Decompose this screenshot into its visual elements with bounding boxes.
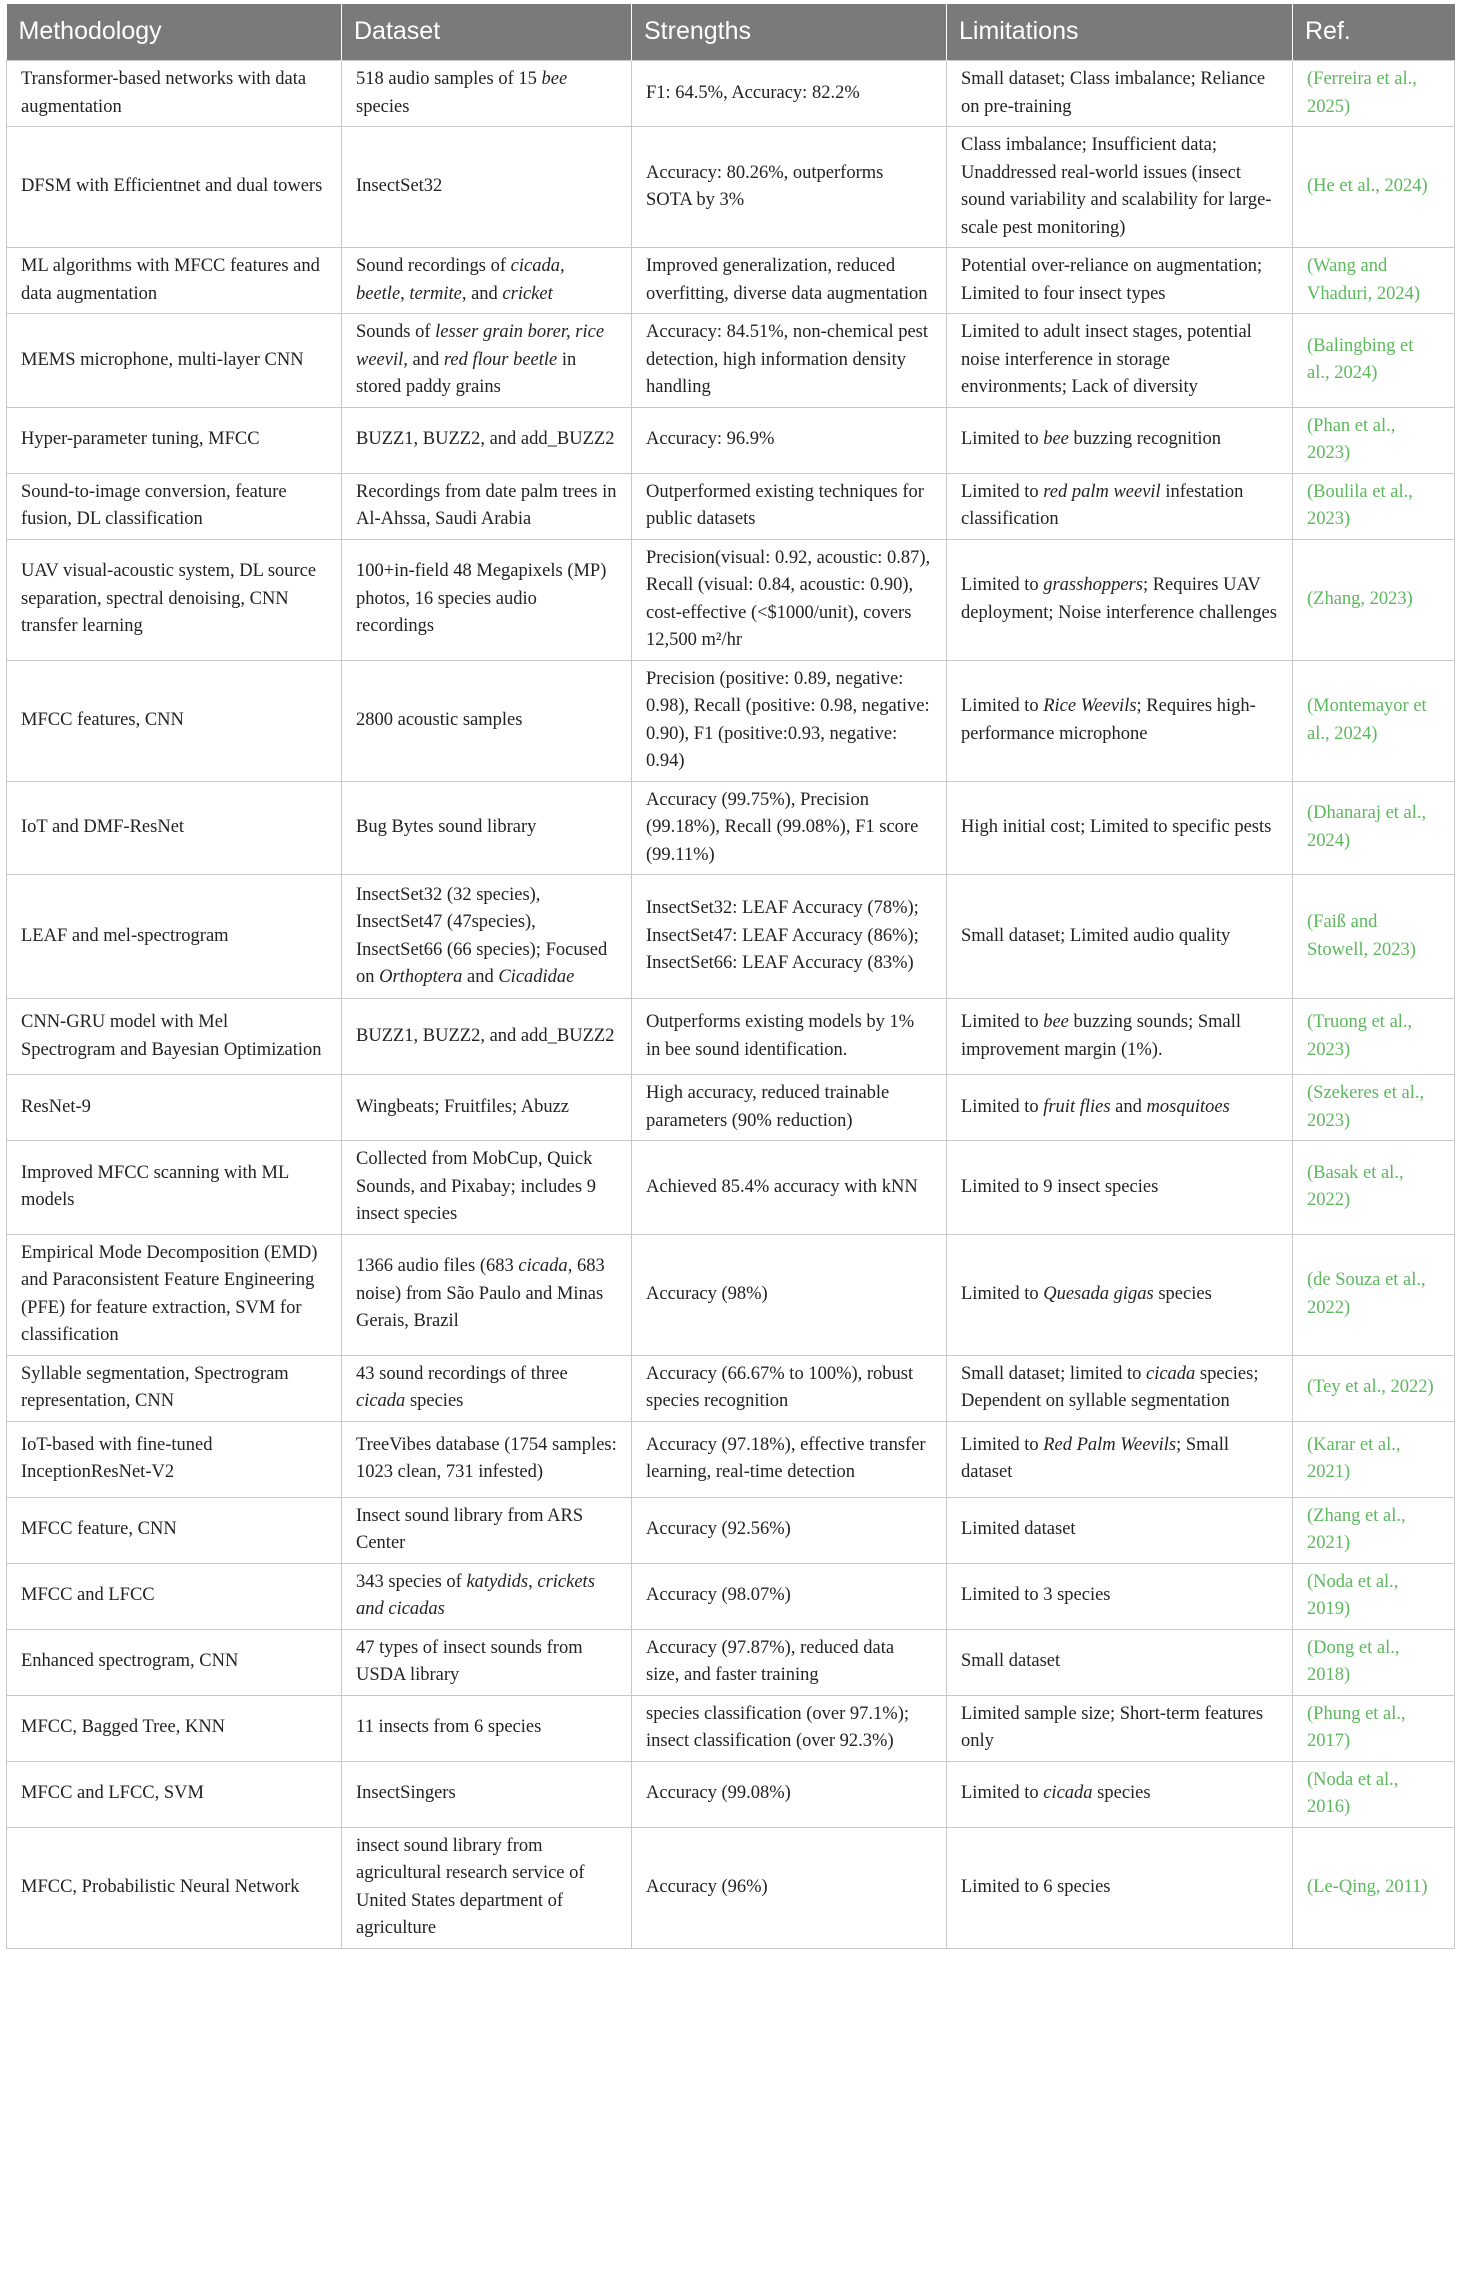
table-row [7, 539, 1455, 660]
dataset-cell: 343 species of katydids, crickets and cicadas [342, 1563, 632, 1629]
strengths-cell: Precision (positive: 0.89, negative: 0.98), Recall (positive: 0.98, negative: 0.90), F1 (positive:0.93, negative: 0.94) [632, 660, 947, 781]
dataset-cell: 47 types of insect sounds from USDA library [342, 1629, 632, 1695]
limitations-cell: Limited sample size; Short-term features only [947, 1695, 1293, 1761]
methodology-cell: ML algorithms with MFCC features and data augmentation [7, 248, 342, 314]
ref-link[interactable]: (Le-Qing, 2011) [1293, 1827, 1455, 1948]
ref-link[interactable]: (Zhang et al., 2021) [1293, 1497, 1455, 1563]
limitations-cell: Limited to bee buzzing recognition [947, 407, 1293, 473]
strengths-cell: Accuracy (98%) [632, 1234, 947, 1355]
ref-link[interactable]: (Wang and Vhaduri, 2024) [1293, 248, 1455, 314]
methodology-cell: MFCC feature, CNN [7, 1497, 342, 1563]
dataset-cell: Recordings from date palm trees in Al-Ahssa, Saudi Arabia [342, 473, 632, 539]
strengths-cell: InsectSet32: LEAF Accuracy (78%); InsectSet47: LEAF Accuracy (86%); InsectSet66: LEAF Accuracy (83%) [632, 875, 947, 999]
limitations-cell: Limited to adult insect stages, potential noise interference in storage environments; Lack of diversity [947, 314, 1293, 408]
ref-link[interactable]: (Boulila et al., 2023) [1293, 473, 1455, 539]
methodology-cell: Enhanced spectrogram, CNN [7, 1629, 342, 1695]
strengths-cell: Accuracy (66.67% to 100%), robust species recognition [632, 1355, 947, 1421]
strengths-cell: Outperforms existing models by 1% in bee sound identification. [632, 999, 947, 1075]
dataset-cell: Sounds of lesser grain borer, rice weevil, and red flour beetle in stored paddy grains [342, 314, 632, 408]
dataset-cell: BUZZ1, BUZZ2, and add_BUZZ2 [342, 999, 632, 1075]
ref-link[interactable]: (Faiß and Stowell, 2023) [1293, 875, 1455, 999]
table-row [7, 407, 1455, 473]
methodology-cell: DFSM with Efficientnet and dual towers [7, 127, 342, 248]
strengths-cell: Accuracy (98.07%) [632, 1563, 947, 1629]
methodology-cell: Empirical Mode Decomposition (EMD) and Paraconsistent Feature Engineering (PFE) for feature extraction, SVM for classification [7, 1234, 342, 1355]
dataset-cell: TreeVibes database (1754 samples: 1023 clean, 731 infested) [342, 1421, 632, 1497]
limitations-cell: Limited dataset [947, 1497, 1293, 1563]
limitations-cell: Small dataset [947, 1629, 1293, 1695]
dataset-cell: Sound recordings of cicada, beetle, termite, and cricket [342, 248, 632, 314]
table-row [7, 1629, 1455, 1695]
table-row [7, 1761, 1455, 1827]
dataset-cell: BUZZ1, BUZZ2, and add_BUZZ2 [342, 407, 632, 473]
limitations-cell: Small dataset; limited to cicada species; Dependent on syllable segmentation [947, 1355, 1293, 1421]
dataset-cell: Collected from MobCup, Quick Sounds, and Pixabay; includes 9 insect species [342, 1141, 632, 1235]
methodology-cell: MFCC, Probabilistic Neural Network [7, 1827, 342, 1948]
methodology-cell: IoT-based with fine-tuned InceptionResNet-V2 [7, 1421, 342, 1497]
strengths-cell: Accuracy (99.75%), Precision (99.18%), Recall (99.08%), F1 score (99.11%) [632, 781, 947, 875]
ref-link[interactable]: (Dhanaraj et al., 2024) [1293, 781, 1455, 875]
strengths-cell: Accuracy: 80.26%, outperforms SOTA by 3% [632, 127, 947, 248]
strengths-cell: Accuracy (92.56%) [632, 1497, 947, 1563]
table-row [7, 1075, 1455, 1141]
dataset-cell: InsectSingers [342, 1761, 632, 1827]
table-row [7, 999, 1455, 1075]
methodology-cell: LEAF and mel-spectrogram [7, 875, 342, 999]
ref-link[interactable]: (Zhang, 2023) [1293, 539, 1455, 660]
limitations-cell: Limited to 3 species [947, 1563, 1293, 1629]
limitations-cell: Small dataset; Class imbalance; Reliance on pre-training [947, 61, 1293, 127]
limitations-cell: Limited to Quesada gigas species [947, 1234, 1293, 1355]
strengths-cell: Outperformed existing techniques for public datasets [632, 473, 947, 539]
methodology-cell: Transformer-based networks with data augmentation [7, 61, 342, 127]
dataset-cell: InsectSet32 (32 species), InsectSet47 (47species), InsectSet66 (66 species); Focused on Orthoptera and Cicadidae [342, 875, 632, 999]
table-row [7, 1355, 1455, 1421]
methodology-cell: MFCC and LFCC [7, 1563, 342, 1629]
header-methodology: Methodology [7, 4, 342, 61]
dataset-cell: Bug Bytes sound library [342, 781, 632, 875]
limitations-cell: Potential over-reliance on augmentation; Limited to four insect types [947, 248, 1293, 314]
methodology-cell: UAV visual-acoustic system, DL source separation, spectral denoising, CNN transfer learning [7, 539, 342, 660]
methodology-cell: MEMS microphone, multi-layer CNN [7, 314, 342, 408]
ref-link[interactable]: (Basak et al., 2022) [1293, 1141, 1455, 1235]
strengths-cell: species classification (over 97.1%); insect classification (over 92.3%) [632, 1695, 947, 1761]
ref-link[interactable]: (Ferreira et al., 2025) [1293, 61, 1455, 127]
limitations-cell: High initial cost; Limited to specific pests [947, 781, 1293, 875]
table-row [7, 1497, 1455, 1563]
strengths-cell: Improved generalization, reduced overfitting, diverse data augmentation [632, 248, 947, 314]
methods-table [6, 4, 1455, 1949]
table-row [7, 248, 1455, 314]
dataset-cell: 11 insects from 6 species [342, 1695, 632, 1761]
dataset-cell: 1366 audio files (683 cicada, 683 noise) from São Paulo and Minas Gerais, Brazil [342, 1234, 632, 1355]
strengths-cell: Accuracy: 96.9% [632, 407, 947, 473]
table-row [7, 61, 1455, 127]
ref-link[interactable]: (Phung et al., 2017) [1293, 1695, 1455, 1761]
ref-link[interactable]: (Truong et al., 2023) [1293, 999, 1455, 1075]
strengths-cell: Accuracy (97.18%), effective transfer learning, real-time detection [632, 1421, 947, 1497]
ref-link[interactable]: (Phan et al., 2023) [1293, 407, 1455, 473]
strengths-cell: Accuracy: 84.51%, non-chemical pest detection, high information density handling [632, 314, 947, 408]
table-row [7, 1827, 1455, 1948]
ref-link[interactable]: (Balingbing et al., 2024) [1293, 314, 1455, 408]
methodology-cell: CNN-GRU model with Mel Spectrogram and Bayesian Optimization [7, 999, 342, 1075]
methodology-cell: Improved MFCC scanning with ML models [7, 1141, 342, 1235]
ref-link[interactable]: (Dong et al., 2018) [1293, 1629, 1455, 1695]
ref-link[interactable]: (Noda et al., 2019) [1293, 1563, 1455, 1629]
methodology-cell: ResNet-9 [7, 1075, 342, 1141]
header-limitations: Limitations [947, 4, 1293, 61]
strengths-cell: Accuracy (99.08%) [632, 1761, 947, 1827]
limitations-cell: Limited to 9 insect species [947, 1141, 1293, 1235]
methodology-cell: MFCC features, CNN [7, 660, 342, 781]
methodology-cell: Syllable segmentation, Spectrogram representation, CNN [7, 1355, 342, 1421]
limitations-cell: Limited to Rice Weevils; Requires high-performance microphone [947, 660, 1293, 781]
ref-link[interactable]: (Tey et al., 2022) [1293, 1355, 1455, 1421]
ref-link[interactable]: (Szekeres et al., 2023) [1293, 1075, 1455, 1141]
table-row [7, 781, 1455, 875]
dataset-cell: Insect sound library from ARS Center [342, 1497, 632, 1563]
dataset-cell: 518 audio samples of 15 bee species [342, 61, 632, 127]
table-row [7, 1234, 1455, 1355]
ref-link[interactable]: (He et al., 2024) [1293, 127, 1455, 248]
ref-link[interactable]: (Karar et al., 2021) [1293, 1421, 1455, 1497]
dataset-cell: 43 sound recordings of three cicada species [342, 1355, 632, 1421]
methodology-cell: Hyper-parameter tuning, MFCC [7, 407, 342, 473]
limitations-cell: Limited to red palm weevil infestation classification [947, 473, 1293, 539]
dataset-cell: 2800 acoustic samples [342, 660, 632, 781]
limitations-cell: Limited to grasshoppers; Requires UAV deployment; Noise interference challenges [947, 539, 1293, 660]
dataset-cell: InsectSet32 [342, 127, 632, 248]
header-row [7, 4, 1455, 61]
strengths-cell: Achieved 85.4% accuracy with kNN [632, 1141, 947, 1235]
ref-link[interactable]: (Noda et al., 2016) [1293, 1761, 1455, 1827]
limitations-cell: Class imbalance; Insufficient data; Unaddressed real-world issues (insect sound variability and scalability for large-scale pest monitoring) [947, 127, 1293, 248]
dataset-cell: Wingbeats; Fruitfiles; Abuzz [342, 1075, 632, 1141]
table-row [7, 1421, 1455, 1497]
header-strengths: Strengths [632, 4, 947, 61]
strengths-cell: High accuracy, reduced trainable parameters (90% reduction) [632, 1075, 947, 1141]
table-row [7, 473, 1455, 539]
table-row [7, 314, 1455, 408]
header-ref: Ref. [1293, 4, 1455, 61]
methodology-cell: MFCC, Bagged Tree, KNN [7, 1695, 342, 1761]
methodology-cell: Sound-to-image conversion, feature fusion, DL classification [7, 473, 342, 539]
strengths-cell: Accuracy (96%) [632, 1827, 947, 1948]
strengths-cell: Precision(visual: 0.92, acoustic: 0.87), Recall (visual: 0.84, acoustic: 0.90), cost-effective (<$1000/unit), covers 12,500 m²/hr [632, 539, 947, 660]
table-row [7, 1695, 1455, 1761]
table-row [7, 660, 1455, 781]
strengths-cell: F1: 64.5%, Accuracy: 82.2% [632, 61, 947, 127]
table-row [7, 1563, 1455, 1629]
strengths-cell: Accuracy (97.87%), reduced data size, and faster training [632, 1629, 947, 1695]
limitations-cell: Limited to bee buzzing sounds; Small improvement margin (1%). [947, 999, 1293, 1075]
limitations-cell: Limited to 6 species [947, 1827, 1293, 1948]
limitations-cell: Limited to Red Palm Weevils; Small dataset [947, 1421, 1293, 1497]
limitations-cell: Small dataset; Limited audio quality [947, 875, 1293, 999]
dataset-cell: insect sound library from agricultural research service of United States department of agriculture [342, 1827, 632, 1948]
ref-link[interactable]: (de Souza et al., 2022) [1293, 1234, 1455, 1355]
header-dataset: Dataset [342, 4, 632, 61]
methodology-cell: MFCC and LFCC, SVM [7, 1761, 342, 1827]
ref-link[interactable]: (Montemayor et al., 2024) [1293, 660, 1455, 781]
dataset-cell: 100+in-field 48 Megapixels (MP) photos, 16 species audio recordings [342, 539, 632, 660]
methodology-cell: IoT and DMF-ResNet [7, 781, 342, 875]
table-row [7, 875, 1455, 999]
limitations-cell: Limited to fruit flies and mosquitoes [947, 1075, 1293, 1141]
table-row [7, 1141, 1455, 1235]
limitations-cell: Limited to cicada species [947, 1761, 1293, 1827]
table-row [7, 127, 1455, 248]
